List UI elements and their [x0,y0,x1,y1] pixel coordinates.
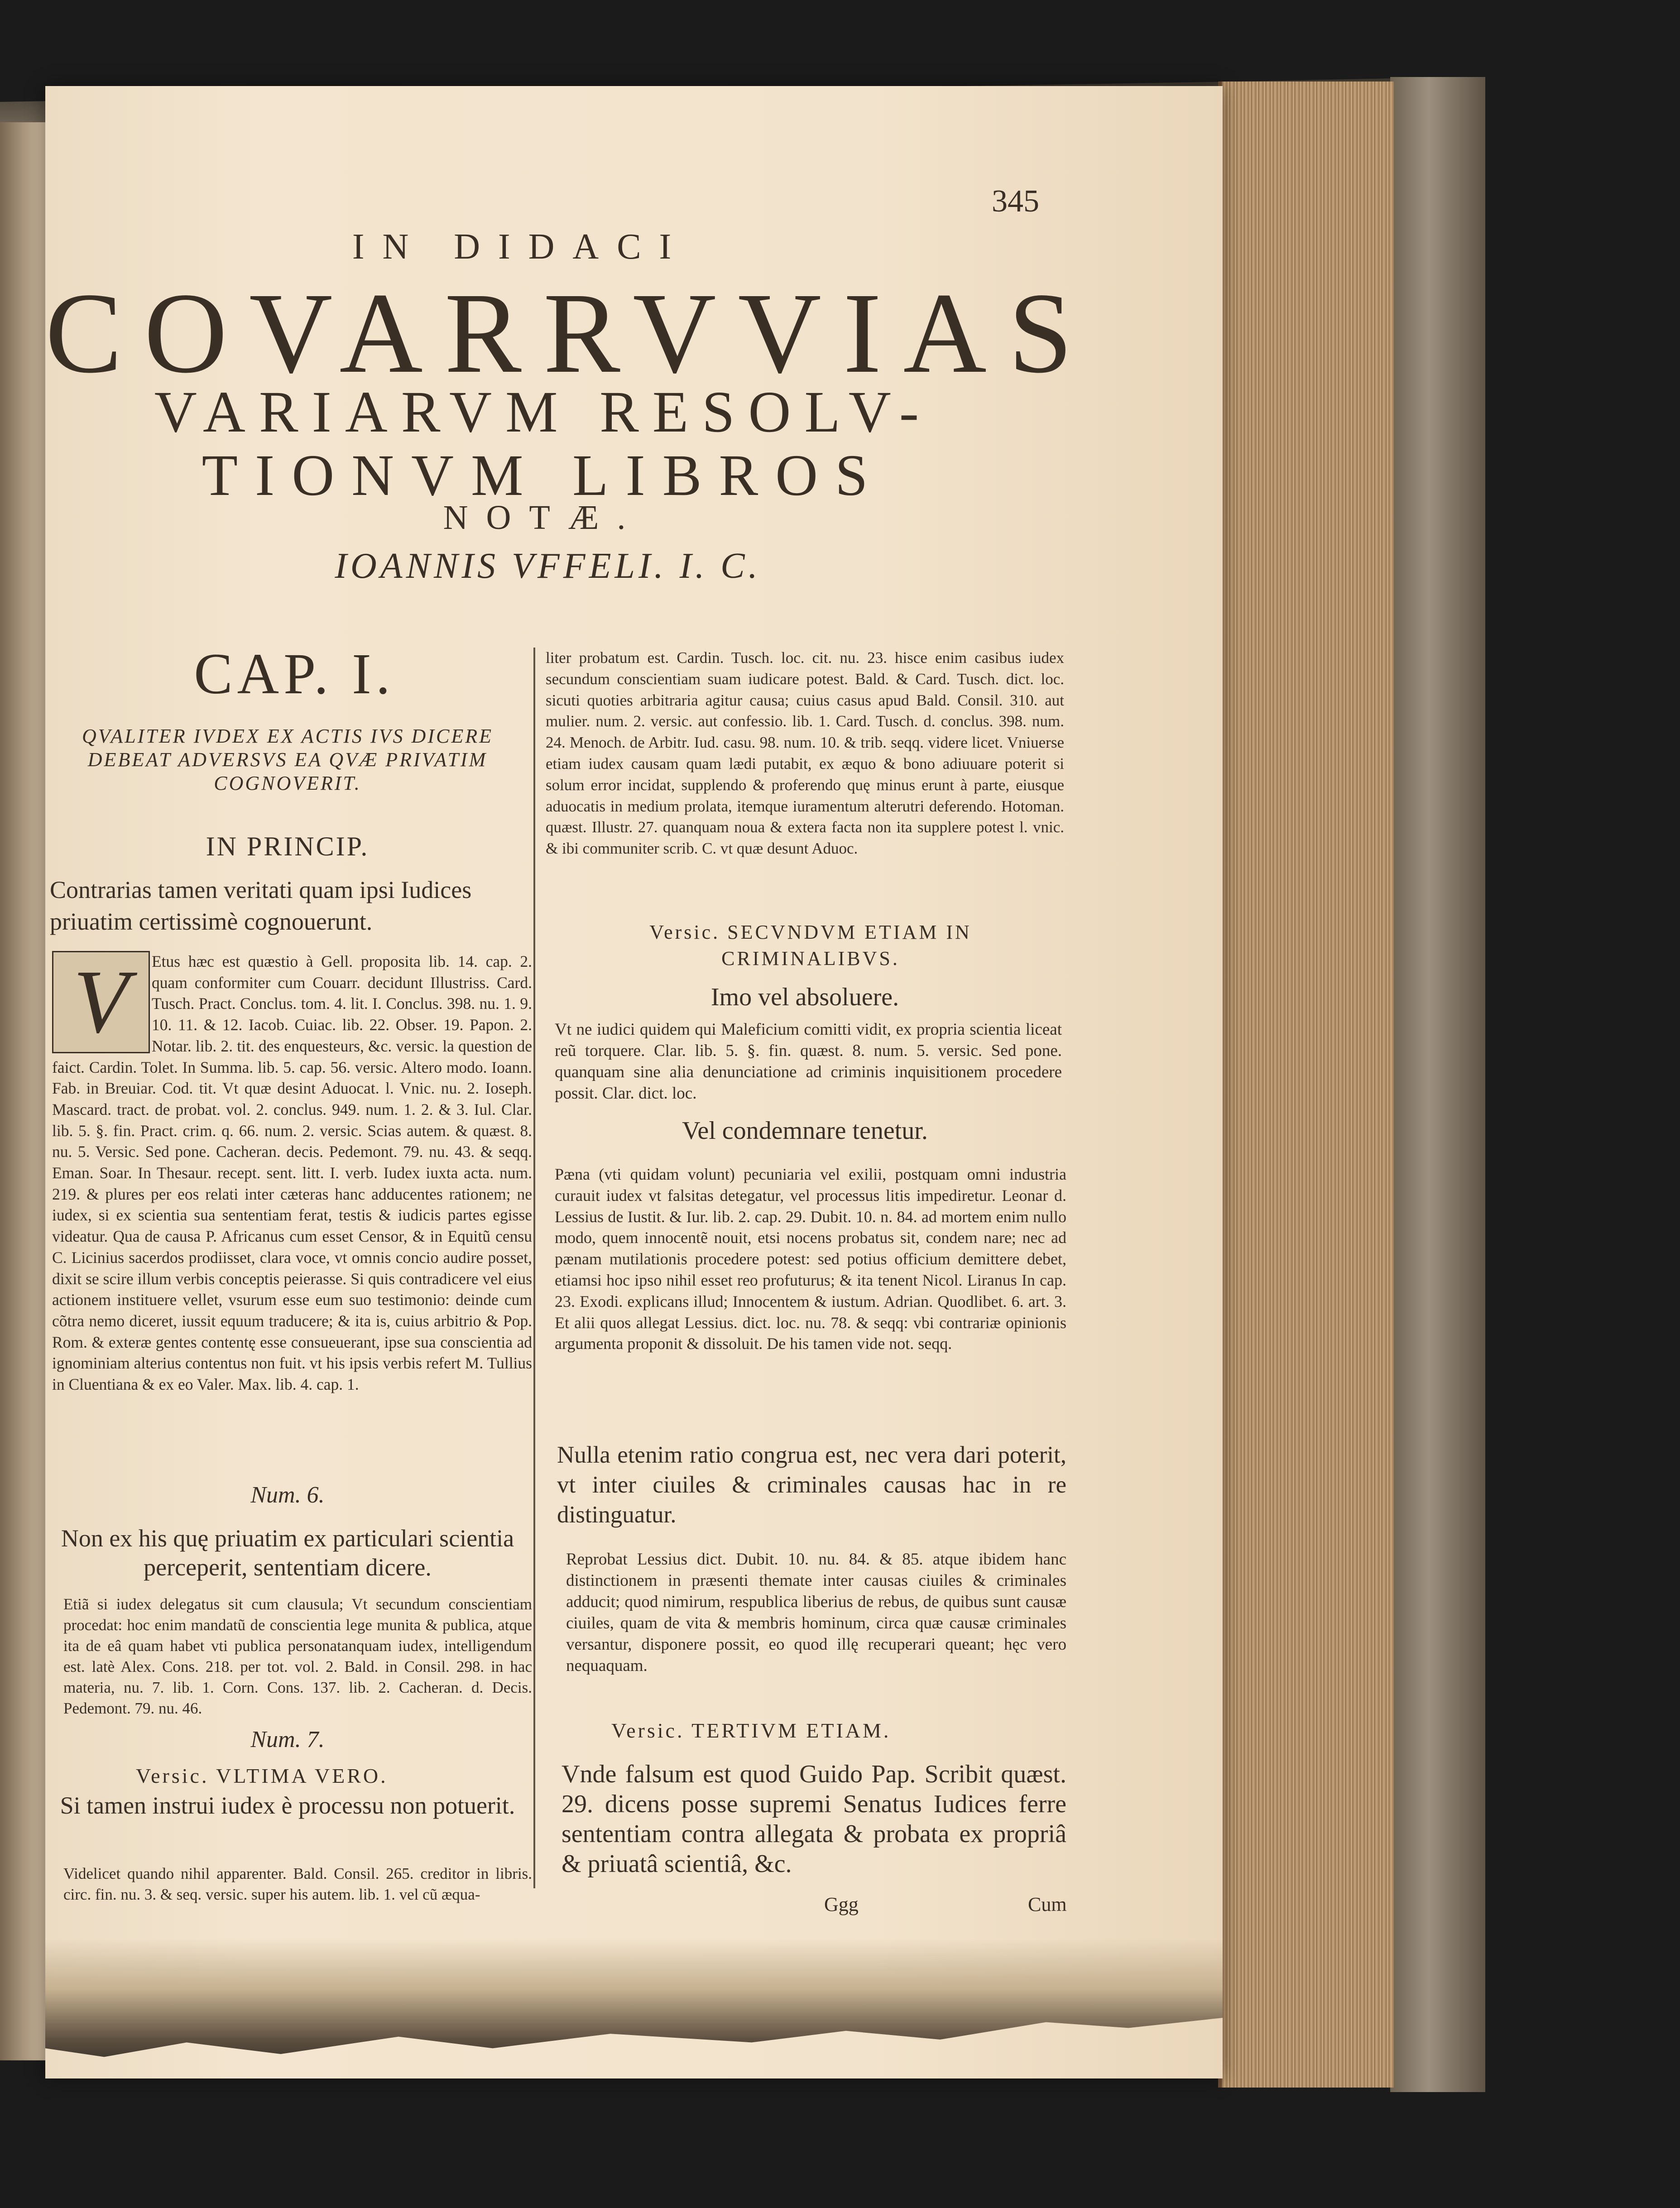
number-heading: Num. 7. [250,1727,325,1752]
versicle-heading: Versic. TERTIVM ETIAM. [611,1719,891,1742]
lemma-text: Imo vel absoluere. [710,983,899,1011]
versicle-heading: Versic. SECVNDVM ETIAM IN CRIMINALIBVS. [649,921,972,970]
commentary-text: Etus hæc est quæstio à Gell. proposita lib. 14. cap. 2. quam conformiter cum Couarr. decidunt Illustriss. Card. Tusch. Pract. Conclus. tom. 4. lit. I. Conclus. 398. nu. 1. 9. 10. 11. & 12. Iacob. Cuiac. lib. 22. Obser. 19. Papon. 2. Notar. lib. 2. tit. des enquesteurs, &c. versic. la question de faict. Cardin. Tolet. In Summa. lib. 5. cap. 56. versic. Altero modo. Ioann. Fab. in Breuiar. Cod. tit. Vt quæ desint Aduocat. l. Vnic. nu. 2. Ioseph. Mascard. tract. de probat. vol. 2. conclus. 949. num. 1. 2. & 3. Iul. Clar. lib. 5. §. fin. Pract. crim. q. 66. num. 2. versic. Scias autem. & quæst. 8. nu. 5. Versic. Sed pone. Cacheran. decis. Pedemont. 79. nu. 43. & seqq. Eman. Soar. In Thesaur. recept. sent. litt. I. verb. Iudex iuxta acta. num. 219. & plures per eos relati inter cæteras hanc adducentes rationem; ne iudex, si ex scientia sua sententiam ferat, testis & iudicis partes egisse videatur. Qua de causa P. Africanus cum esset Censor, & in Equitũ censu C. Licinius sacerdos prodiisset, clara voce, vt omnis concio audire posset, dixit se scire illum verbis conceptis peierasse. Si quis contradicere vel eius actionem instituere vellet, vsurum esse eum suo testimonio: deinde cum cõtra nemo diceret, iussit equum traducere; & ita is, cuius arbitrio & Pop. Rom. & exteræ gentes contentę esse consueuerant, ipse sua conscientia ad ignominiam alterius contentus non fuit. vt his ipsis verbis refert M. Tullius in Cluentiana & ex eo Valer. Max. lib. 4. cap. 1. [52,952,532,1394]
number-heading: Num. 6. [250,1482,325,1508]
commentary-paragraph: Videlicet quando nihil apparenter. Bald. Consil. 265. creditor in libris. circ. fin. nu. 3. & seq. versic. super his autem. lib. 1. vel cũ æqua- [63,1865,532,1903]
page-number: 345 [992,184,1039,219]
lemma-text: Non ex his quę priuatim ex particulari scientia perceperit, sententiam dicere. [61,1525,514,1581]
ornamental-initial: V [52,951,150,1053]
commentary-paragraph: Vt ne iudici quidem qui Maleficium comitti vidit, ex propria scientia liceat reũ torquere. Clar. lib. 5. §. fin. quæst. 8. num. 5. versic. Sed pone. quanquam sine alia denunciatione ad criminis inquisitionem procedere possit. Clar. dict. loc. [555,1020,1062,1103]
versicle-heading: Versic. VLTIMA VERO. [136,1764,388,1787]
commentary-paragraph: Etiã si iudex delegatus sit cum clausula; Vt secundum conscientiam procedat: hoc enim mandatũ de conscientia lege munita & publica, atque ita de eâ quam habet vti publica personatanquam iudex, intelligendum est. latè Alex. Cons. 218. per tot. vol. 2. Bald. in Consil. 298. in hac materia, nu. 7. lib. 1. Corn. Cons. 137. lib. 2. Cacheran. d. Decis. Pedemont. 79. nu. 46. [63,1595,532,1717]
column-divider [533,648,535,1888]
book-fore-edge [1390,77,1485,2092]
commentary-paragraph: Reprobat Lessius dict. Dubit. 10. nu. 84. & 85. atque ibidem hanc distinctionem in præsenti themate inter causas ciuiles & criminales adducit; quod nimirum, respublica liberius de rebus, de quibus sunt causæ ciuiles, quam de vita & membris hominum, circa quæ causæ criminales versantur, disponere possit, eo quod illę recuperari queant; hęc vero nequaquam. [566,1550,1066,1675]
lemma-text: Contrarias tamen veritati quam ipsi Iudices priuatim certissimè cognouerunt. [50,876,472,935]
lemma-text: Si tamen instrui iudex è processu non potuerit. [60,1792,515,1819]
chapter-subtitle: QVALITER IVDEX EX ACTIS IVS DICERE DEBEAT ADVERSVS EA QVÆ PRIVATIM COGNOVERIT. [82,725,493,794]
lemma-text: Vnde falsum est quod Guido Pap. Scribit quæst. 29. dicens posse supremi Senatus Iudices ferre sententiam contra allegata & probata ex propriâ & priuatâ scientiâ, &c. [562,1760,1066,1878]
title-line-2: TIONVM LIBROS [202,443,885,508]
header-line-1: IN DIDACI [352,227,690,267]
author-name: COVARRVVIAS [45,269,1094,397]
chapter-heading: CAP. I. [194,642,395,706]
notae-heading: NOTÆ. [443,499,644,537]
lemma-text: Nulla etenim ratio congrua est, nec vera dari poterit, vt inter ciuiles & criminales causas hac in re distinguatur. [557,1442,1066,1528]
annotator-name: IOANNIS VFFELI. I. C. [335,546,761,586]
signature-mark: Ggg [824,1893,859,1915]
page-stack-edge [1218,82,1394,2088]
commentary-paragraph: Pæna (vti quidam volunt) pecuniaria vel exilii, postquam omni industria curauit iudex vt falsitas detegatur, vel processus litis impediretur. Leonar d. Lessius de Iustit. & Iur. lib. 2. cap. 29. Dubit. 10. n. 84. ad mortem enim nullo modo, quem innocentẽ nouit, etsi nocens probatus sit, condem nare; nec ad pænam mutilationis procedere potest: sed potius officium demittere debet, etiamsi hoc ipso nihil esset reo profuturus; & ita tenent Nicol. Liranus In cap. 23. Exodi. explicans illud; Innocentem & iustum. Adrian. Quodlibet. 6. art. 3. Et alii quos allegat Lessius. dict. loc. nu. 78. & seqq: vbi contrariæ opinionis argumenta proponit & dissoluit. De his tamen vide not. seqq. [555,1165,1066,1353]
lemma-text: Vel condemnare tenetur. [682,1117,928,1145]
section-heading: IN PRINCIP. [206,831,370,861]
title-line-1: VARIARVM RESOLV- [154,379,933,445]
commentary-paragraph: liter probatum est. Cardin. Tusch. loc. cit. nu. 23. hisce enim casibus iudex secundum conscientiam suam iudicare potest. Bald. & Card. Tusch. dict. loc. sicuti quoties arbitraria agitur causa; cuius casus apud Bald. Consil. 310. aut mulier. num. 2. versic. aut confessio. lib. 1. Card. Tusch. d. conclus. 398. num. 24. Menoch. de Arbitr. Iud. casu. 98. num. 10. & trib. seqq. videre licet. Vniuerse etiam iudex causam quam lædi putabit, ex æquo & bono adiuuare poterit si solum error incidat, supplendo & proferendo quę minus erunt à parte, eiusque aduocatis in medium prolata, itemque iuramentum alterutri deferendo. Hotoman. quæst. Illustr. 27. quanquam noua & extera facta non ita supplere potest l. vnic. & ibi communiter scrib. C. vt quæ desunt Aduoc. [546,649,1064,858]
catchword: Cum [1028,1893,1067,1915]
